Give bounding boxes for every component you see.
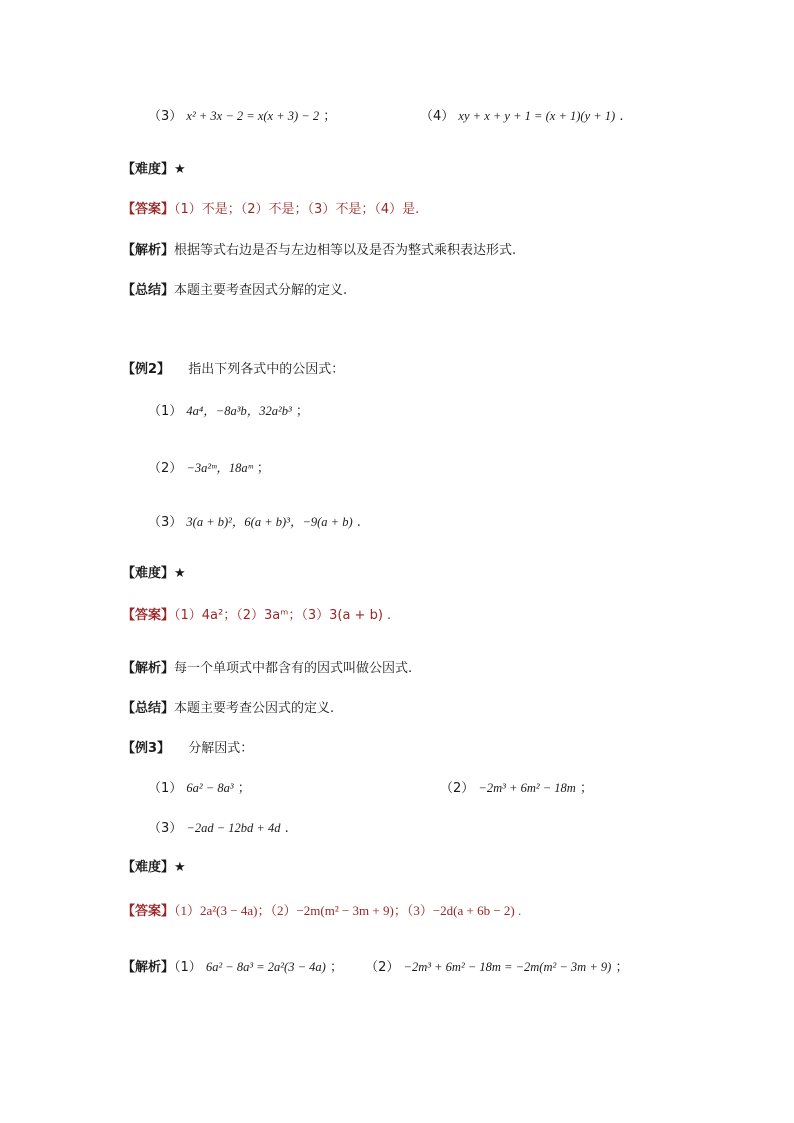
analysis-text: 每一个单项式中都含有的因式叫做公因式. [174, 661, 413, 676]
answer-tag: 【答案】 [122, 904, 175, 919]
analysis-row [122, 242, 516, 260]
analysis-row [122, 660, 412, 678]
math-expression: −2m³ + 6m² − 18m = −2m(m² − 3m + 9) [403, 960, 612, 974]
example-3-item-3 [148, 819, 289, 838]
answer-row [122, 201, 419, 219]
answer-tag: 【答案】 [122, 608, 175, 623]
item-label: （2） [365, 960, 400, 975]
math-expression: 6a² − 8a³ = 2a²(3 − 4a) [205, 960, 326, 974]
item-punct: . [619, 109, 624, 124]
star-icon: ★ [174, 162, 186, 177]
math-expression: 4a⁴，−8a³b，32a²b³ [186, 404, 292, 418]
analysis-tag: 【解析】 [122, 960, 175, 975]
math-expression: xy + x + y + 1 = (x + 1)(y + 1) [458, 109, 616, 123]
answer-row [122, 607, 391, 625]
example-prompt: 指出下列各式中的公因式： [188, 362, 345, 377]
analysis-row [122, 958, 628, 977]
difficulty-row [122, 565, 186, 583]
item-punct: ； [237, 781, 251, 796]
example-tag: 【例2】 [122, 362, 171, 377]
math-expression: −3a²ᵐ，18aᵐ [186, 461, 253, 475]
example-tag: 【例3】 [122, 741, 171, 756]
item-label: （2） [148, 461, 183, 476]
example-3-heading [122, 740, 253, 758]
item-punct: . [284, 821, 289, 836]
item-label: （1） [174, 960, 202, 975]
math-expression: x² + 3x − 2 = x(x + 3) − 2 [186, 109, 320, 123]
item-label: （3） [148, 821, 183, 836]
example-2-heading [122, 361, 344, 379]
item-punct: ； [256, 461, 270, 476]
summary-row [122, 282, 347, 300]
example-2-item-1 [148, 402, 309, 421]
answer-row [122, 902, 521, 921]
item-3 [148, 107, 336, 126]
item-label: （4） [420, 109, 455, 124]
star-icon: ★ [174, 860, 186, 875]
summary-text: 本题主要考查因式分解的定义. [174, 283, 348, 298]
math-expression: −2ad − 12bd + 4d [186, 821, 281, 835]
example-2-item-2 [148, 459, 270, 478]
math-expression: 6a² − 8a³ [186, 781, 234, 795]
answer-text: （1）不是；（2）不是；（3）不是；（4）是. [174, 202, 420, 217]
item-punct: ； [295, 404, 309, 419]
math-expression: −2m³ + 6m² − 18m [478, 781, 576, 795]
item-punct: . [356, 515, 361, 530]
item-label: （2） [440, 781, 475, 796]
answer-text: （1）2a²(3 − 4a)；（2）−2m(m² − 3m + 9)；（3）−2d(a + 6b − 2) . [174, 903, 522, 918]
example-2-item-3 [148, 513, 361, 532]
math-expression: 3(a + b)²，6(a + b)³，−9(a + b) [186, 515, 353, 529]
star-icon: ★ [174, 566, 186, 581]
summary-row [122, 700, 334, 718]
example-prompt: 分解因式： [188, 741, 254, 756]
summary-text: 本题主要考查公因式的定义. [174, 701, 335, 716]
difficulty-tag: 【难度】 [122, 566, 175, 581]
item-punct: ； [579, 781, 593, 796]
item-punct: ； [323, 109, 337, 124]
analysis-text: 根据等式右边是否与左边相等以及是否为整式乘积表达形式. [174, 243, 517, 258]
answer-text: （1）4a²；（2）3aᵐ；（3）3(a + b) . [174, 608, 392, 623]
item-label: （1） [148, 404, 183, 419]
analysis-tag: 【解析】 [122, 243, 175, 258]
difficulty-tag: 【难度】 [122, 162, 175, 177]
example-3-item-1 [148, 779, 251, 798]
summary-tag: 【总结】 [122, 701, 175, 716]
example-3-item-2 [440, 779, 593, 798]
item-punct: ； [615, 960, 629, 975]
summary-tag: 【总结】 [122, 283, 175, 298]
item-label: （1） [148, 781, 183, 796]
difficulty-tag: 【难度】 [122, 860, 175, 875]
difficulty-row [122, 859, 186, 877]
analysis-tag: 【解析】 [122, 661, 175, 676]
difficulty-row [122, 161, 186, 179]
item-label: （3） [148, 515, 183, 530]
item-punct: ； [329, 960, 343, 975]
item-label: （3） [148, 109, 183, 124]
answer-tag: 【答案】 [122, 202, 175, 217]
item-4 [420, 107, 624, 126]
